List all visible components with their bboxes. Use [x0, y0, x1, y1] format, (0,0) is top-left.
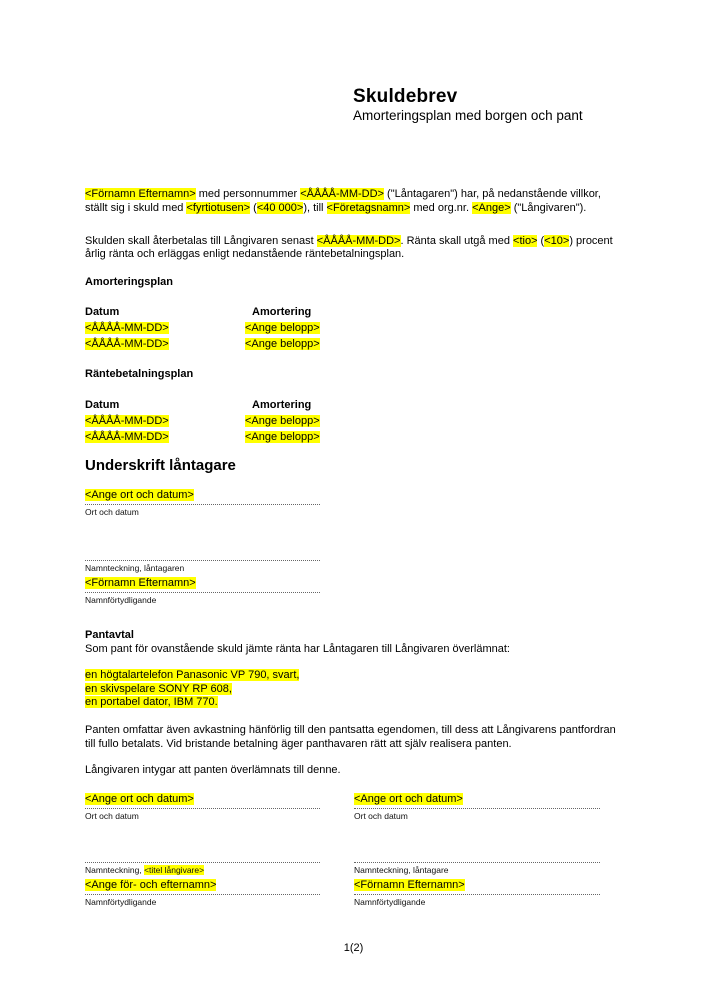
pledged-item	[85, 683, 625, 697]
borrower-sign-field	[85, 519, 320, 605]
table-header-row	[85, 397, 625, 413]
placeholder-field[interactable]: <Ange ort och datum>	[85, 489, 194, 502]
signature-caption	[85, 863, 320, 875]
placeholder-field[interactable]: <Ange ort och datum>	[85, 792, 194, 805]
text-run: ), till	[303, 202, 327, 215]
text-run: Skulden skall återbetalas till Långivaren senast	[85, 234, 317, 247]
signature-line	[85, 576, 320, 593]
pledge-terms-paragraph: Panten omfattar även avkastning hänförlig till den pantsatta egendomen, till dess att Långivarens pantfordran till fullo betalats. Vid bristande betalning äger panthavaren rätt att själv realisera panten.	[85, 723, 616, 750]
place-date-caption: Ort och datum	[354, 810, 408, 821]
pledge-intro: Som pant för ovanstående skuld jämte ränta har Låntagaren till Långivaren överlämnat:	[85, 642, 510, 655]
pledged-item	[85, 669, 625, 683]
signature-line	[85, 878, 320, 895]
name-clarification-caption: Namnförtydligande	[85, 896, 157, 907]
placeholder-field[interactable]: <Ange>	[472, 202, 511, 215]
pledged-item	[85, 696, 625, 710]
place-date-caption: Ort och datum	[85, 507, 139, 518]
column-header-amortering: Amortering	[252, 399, 312, 412]
signature-line[interactable]	[354, 821, 600, 863]
document-content	[85, 0, 625, 907]
placeholder-field[interactable]: <Förnamn Efternamn>	[354, 878, 465, 891]
placeholder-field[interactable]: <ÅÅÅÅ-MM-DD>	[85, 322, 169, 335]
placeholder-field[interactable]: <Ange för- och efternamn>	[85, 878, 217, 891]
amortization-plan-heading: Amorteringsplan	[85, 275, 174, 288]
borrower-sign-field	[354, 821, 600, 907]
lender-sign-field	[85, 821, 320, 907]
name-clarification-caption: Namnförtydligande	[85, 595, 157, 606]
table-header-row	[85, 304, 625, 320]
signature-line[interactable]	[85, 821, 320, 863]
placeholder-field[interactable]: <Ange belopp>	[245, 415, 320, 428]
placeholder-field[interactable]: <Ange belopp>	[245, 338, 320, 351]
signature-line	[85, 488, 320, 505]
placeholder-field[interactable]: <ÅÅÅÅ-MM-DD>	[85, 415, 169, 428]
placeholder-field[interactable]: <fyrtiotusen>	[186, 202, 251, 215]
placeholder-field[interactable]: <Förnamn Efternamn>	[85, 577, 196, 590]
intro-paragraph	[85, 188, 625, 215]
pledge-confirmation: Långivaren intygar att panten överlämnats till denne.	[85, 764, 341, 777]
table-row	[85, 320, 625, 336]
text-run: ("Långivaren").	[510, 202, 587, 215]
placeholder-field[interactable]: <Ange belopp>	[245, 431, 320, 444]
table-row	[85, 429, 625, 445]
interest-plan-table	[85, 397, 625, 445]
placeholder-field[interactable]: <Ange belopp>	[245, 322, 320, 335]
amortization-plan-table	[85, 304, 625, 352]
text-run: med personnummer	[195, 188, 301, 201]
place-date-caption: Ort och datum	[85, 810, 139, 821]
placeholder-field[interactable]: <10>	[544, 234, 570, 247]
borrower-signature-heading: Underskrift låntagare	[85, 457, 236, 475]
page-number: 1(2)	[343, 942, 364, 954]
text-run: ) procent årlig ränta och erläggas enligt nedanstående räntebetalningsplan.	[85, 234, 613, 261]
column-header-amortering: Amortering	[252, 306, 312, 319]
lender-place-date-field	[85, 792, 320, 821]
borrower-place-date-field	[85, 488, 320, 517]
signature-caption: Namnteckning, låntagare	[354, 864, 449, 875]
table-row	[85, 336, 625, 352]
pledge-heading: Pantavtal	[85, 629, 134, 642]
text-run: Namnteckning,	[85, 864, 145, 875]
placeholder-field[interactable]: en skivspelare SONY RP 608,	[85, 682, 232, 695]
placeholder-field[interactable]: <titel långivare>	[144, 864, 205, 875]
repayment-terms-paragraph	[85, 235, 625, 262]
page-subtitle: Amorteringsplan med borgen och pant	[353, 108, 583, 124]
interest-plan-heading: Räntebetalningsplan	[85, 368, 194, 381]
text-run: (	[537, 234, 545, 247]
signature-line	[85, 792, 320, 809]
text-run: (	[250, 202, 257, 215]
final-signatures	[85, 792, 625, 907]
signature-line[interactable]	[85, 519, 320, 561]
text-run: ("Låntagaren") har, på nedanstående villkor, ställt sig i skuld med	[85, 188, 601, 215]
placeholder-field[interactable]: <40 000>	[256, 202, 304, 215]
placeholder-field[interactable]: <ÅÅÅÅ-MM-DD>	[85, 338, 169, 351]
column-header-datum: Datum	[85, 399, 120, 412]
borrower-place-date-field	[354, 792, 600, 821]
placeholder-field[interactable]: <ÅÅÅÅ-MM-DD>	[300, 188, 384, 201]
placeholder-field[interactable]: en portabel dator, IBM 770.	[85, 696, 218, 709]
placeholder-field[interactable]: en högtalartelefon Panasonic VP 790, svart,	[85, 669, 300, 682]
page-title: Skuldebrev	[353, 86, 458, 107]
text-run: med org.nr.	[410, 202, 473, 215]
signature-line	[354, 878, 600, 895]
signature-line	[354, 792, 600, 809]
document-header	[353, 86, 625, 124]
placeholder-field[interactable]: <Förnamn Efternamn>	[85, 188, 196, 201]
placeholder-field[interactable]: <ÅÅÅÅ-MM-DD>	[316, 234, 401, 247]
placeholder-field[interactable]: <Ange ort och datum>	[354, 792, 463, 805]
placeholder-field[interactable]: <tio>	[513, 234, 538, 247]
column-header-datum: Datum	[85, 306, 120, 319]
placeholder-field[interactable]: <Företagsnamn>	[326, 202, 411, 215]
name-clarification-caption: Namnförtydligande	[354, 896, 426, 907]
table-row	[85, 413, 625, 429]
pledged-items-list	[85, 669, 625, 710]
signature-caption: Namnteckning, låntagaren	[85, 563, 185, 574]
text-run: . Ränta skall utgå med	[400, 234, 514, 247]
placeholder-field[interactable]: <ÅÅÅÅ-MM-DD>	[85, 431, 169, 444]
